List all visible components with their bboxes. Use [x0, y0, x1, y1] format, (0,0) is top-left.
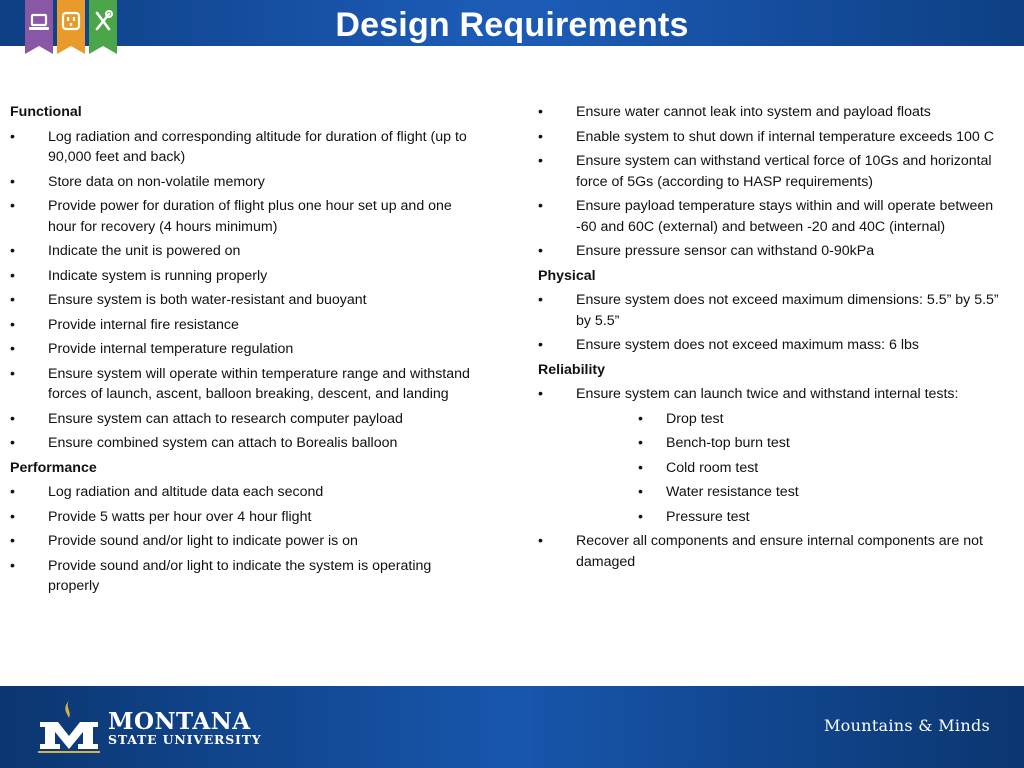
bullet: •: [10, 484, 15, 500]
list-item: [10, 433, 480, 454]
bullet: •: [538, 198, 543, 214]
physical-list: [538, 290, 1012, 356]
list-item-text: Drop test: [666, 410, 724, 427]
list-item: [10, 364, 480, 405]
bullet: •: [538, 153, 543, 169]
list-item-text: Indicate system is running properly: [48, 267, 268, 284]
list-item-text: Ensure water cannot leak into system and payload floats: [576, 104, 931, 120]
bullet: •: [638, 435, 643, 451]
list-item-text: Provide internal fire resistance: [48, 316, 239, 333]
list-item-text: Ensure system can attach to research computer payload: [48, 410, 403, 427]
bullet: •: [10, 243, 15, 259]
list-item-text: Ensure pressure sensor can withstand 0-90kPa: [576, 243, 875, 259]
logo-wordmark: MONTANA: [108, 708, 251, 735]
list-item: [10, 339, 480, 360]
sub-list-item: [538, 433, 1012, 454]
section-heading-physical: Physical: [538, 267, 596, 284]
list-item: [538, 102, 1012, 123]
bullet: •: [638, 508, 643, 525]
bullet: •: [10, 198, 15, 214]
list-item: [10, 266, 480, 287]
bullet: •: [538, 337, 543, 353]
list-item-text: Ensure system can withstand vertical force of 10Gs and horizontal force of 5Gs (according to HASP requirements): [576, 153, 992, 190]
sub-list-item: [538, 482, 1012, 503]
functional-continued-list: [538, 102, 1012, 262]
list-item-text: Ensure payload temperature stays within and will operate between -60 and 60C (external) and between -20 and 40C (internal): [576, 198, 994, 235]
list-item-text: Log radiation and altitude data each second: [48, 484, 324, 500]
list-item-text: Bench-top burn test: [666, 435, 790, 451]
list-item: [10, 531, 480, 552]
bullet: •: [10, 316, 15, 333]
list-item: [538, 335, 1012, 356]
list-item: [10, 241, 480, 262]
footer-bar: [0, 686, 1024, 768]
list-item-text: Provide sound and/or light to indicate the system is operating properly: [48, 557, 432, 594]
list-item-text: Ensure combined system can attach to Borealis balloon: [48, 435, 398, 451]
list-item: [10, 127, 480, 168]
logo-subtext: STATE UNIVERSITY: [108, 732, 262, 747]
list-item-text: Ensure system does not exceed maximum dimensions: 5.5” by 5.5” by 5.5”: [576, 292, 999, 329]
right-column: [538, 102, 1012, 576]
bullet: •: [10, 435, 15, 451]
list-item-text: Provide internal temperature regulation: [48, 341, 294, 357]
list-item: [538, 127, 1012, 148]
bullet: •: [10, 173, 15, 190]
bullet: •: [638, 410, 643, 427]
bullet: •: [10, 533, 15, 549]
list-item: [538, 196, 1012, 237]
bullet: •: [10, 128, 15, 145]
list-item-text: Ensure system will operate within temperature range and withstand forces of launch, ascent, balloon breaking, descent, and landing: [48, 365, 470, 402]
section-heading-performance: Performance: [10, 459, 97, 476]
bullet: •: [10, 341, 15, 357]
functional-list: [10, 127, 480, 454]
list-item-text: Ensure system is both water-resistant and buoyant: [48, 292, 367, 308]
list-item-text: Provide sound and/or light to indicate power is on: [48, 533, 358, 549]
bullet: •: [538, 243, 543, 259]
bullet: •: [638, 484, 643, 500]
bullet: •: [538, 128, 543, 145]
list-item: [538, 531, 1012, 572]
list-item: [10, 482, 480, 503]
msu-logo-icon: [38, 700, 100, 759]
section-heading-reliability: Reliability: [538, 361, 606, 378]
bullet: •: [538, 104, 543, 120]
list-item-text: Pressure test: [666, 508, 750, 525]
list-item: [538, 151, 1012, 192]
bullet: •: [10, 292, 15, 308]
performance-list: [10, 482, 480, 597]
list-item-text: Water resistance test: [666, 484, 799, 500]
list-item: [538, 384, 1012, 405]
bullet: •: [538, 533, 543, 549]
slide-title: Design Requirements: [335, 6, 689, 44]
sub-list-item: [538, 409, 1012, 430]
bullet: •: [10, 267, 15, 284]
list-item: [10, 556, 480, 597]
list-item-text: Enable system to shut down if internal temperature exceeds 100 C: [576, 128, 994, 145]
bullet: •: [10, 508, 15, 525]
list-item: [538, 290, 1012, 331]
list-item: [10, 172, 480, 193]
list-item-text: Store data on non-volatile memory: [48, 173, 265, 190]
bullet: •: [538, 386, 543, 402]
list-item: [10, 196, 480, 237]
slide-header: [0, 0, 1024, 46]
outlet-icon: [57, 0, 85, 54]
list-item-text: Provide power for duration of flight plus one hour set up and one hour for recovery (4 hours minimum): [48, 198, 452, 235]
laptop-icon: [25, 0, 53, 54]
list-item: [10, 315, 480, 336]
left-column: [10, 102, 480, 601]
sub-list-item: [538, 458, 1012, 479]
sub-list-item: [538, 507, 1012, 528]
bullet: •: [538, 292, 543, 308]
bullet: •: [10, 365, 15, 382]
list-item: [10, 507, 480, 528]
list-item-text: Cold room test: [666, 459, 759, 476]
list-item-text: Log radiation and corresponding altitude for duration of flight (up to 90,000 feet and back): [48, 128, 467, 165]
list-item-text: Provide 5 watts per hour over 4 hour flight: [48, 508, 312, 525]
footer-tagline: Mountains & Minds: [824, 716, 990, 735]
section-heading-functional: Functional: [10, 104, 82, 120]
test-sublist: [538, 409, 1012, 528]
list-item: [10, 290, 480, 311]
bullet: •: [10, 557, 15, 574]
list-item-text: Ensure system does not exceed maximum mass: 6 lbs: [576, 337, 920, 353]
tools-icon: [89, 0, 117, 54]
ribbon-icons: [25, 0, 118, 54]
bullet: •: [10, 410, 15, 427]
bullet: •: [638, 459, 643, 476]
list-item: [10, 409, 480, 430]
list-item: [538, 241, 1012, 262]
list-item-text: Ensure system can launch twice and withstand internal tests:: [576, 386, 959, 402]
list-item-text: Indicate the unit is powered on: [48, 243, 241, 259]
list-item-text: Recover all components and ensure internal components are not damaged: [576, 533, 983, 570]
